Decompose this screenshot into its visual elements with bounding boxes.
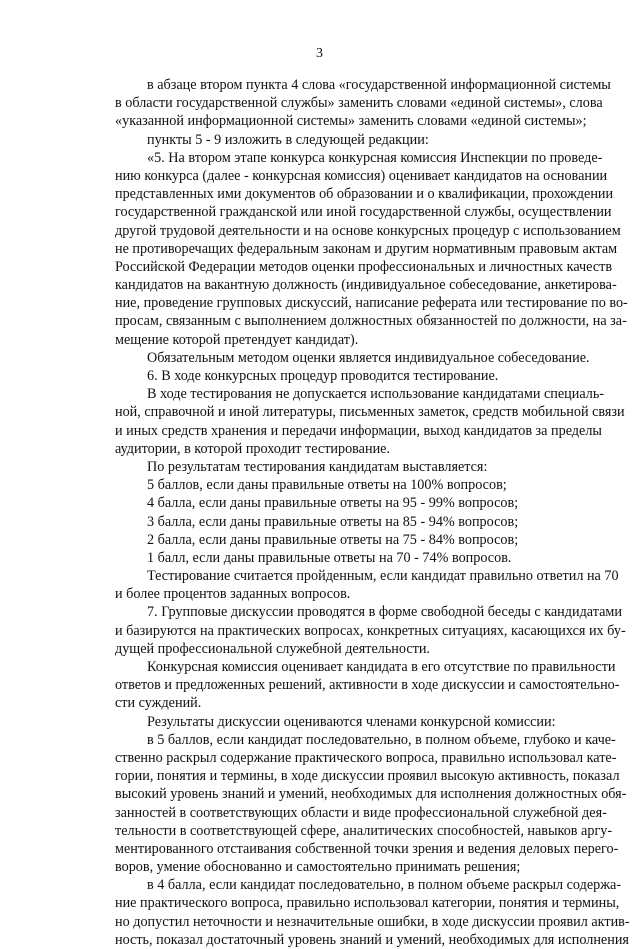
page-number: 3 — [316, 46, 323, 61]
text-line: 1 балл, если даны правильные ответы на 70 - 74% вопросов. — [147, 549, 512, 566]
text-line: гории, понятия и термины, в ходе дискуссии проявил высокую активность, показал — [115, 768, 620, 785]
text-line: Результаты дискуссии оцениваются членами конкурсной комиссии: — [147, 713, 556, 730]
text-line: 5 баллов, если даны правильные ответы на 100% вопросов; — [147, 477, 507, 494]
text-line: 7. Групповые дискуссии проводятся в форме свободной беседы с кандидатами — [147, 604, 622, 621]
document-body — [115, 76, 630, 949]
text-line: По результатам тестирования кандидатам выставляется: — [147, 458, 488, 475]
text-line: мещение которой претендует кандидат). — [115, 331, 359, 348]
text-line: не противоречащих федеральным законам и другим нормативным правовым актам — [115, 240, 618, 257]
text-line: занностей в соответствующих области и виде профессиональной служебной дея- — [115, 804, 607, 821]
text-line: и базируются на практических вопросах, конкретных ситуациях, касающихся их бу- — [115, 622, 626, 639]
text-line: Обязательным методом оценки является индивидуальное собеседование. — [147, 349, 590, 366]
text-line: нию конкурса (далее - конкурсная комиссия) оценивает кандидатов на основании — [115, 167, 608, 184]
text-line: В ходе тестирования не допускается использование кандидатами специаль- — [147, 386, 605, 403]
text-line: дущей профессиональной служебной деятельности. — [115, 640, 430, 657]
text-line: ние практического вопроса, правильно использовал категории, понятия и термины, — [115, 895, 620, 912]
text-line: государственной гражданской или иной государственной службы, осуществлении — [115, 204, 612, 221]
text-line: тельности в соответствующей сфере, аналитических способностей, навыков аргу- — [115, 822, 613, 839]
text-line: Российской Федерации методов оценки профессиональных и личностных качеств — [115, 258, 613, 275]
text-line: ментированного отстаивания собственной точки зрения и ведения деловых перего- — [115, 840, 619, 857]
text-line: 3 балла, если даны правильные ответы на 85 - 94% вопросов; — [147, 513, 519, 530]
text-line: «5. На втором этапе конкурса конкурсная комиссия Инспекции по проведе- — [147, 149, 603, 166]
text-line: аудитории, в которой проходит тестирование. — [115, 440, 391, 457]
text-line: ность, показал достаточный уровень знаний и умений, необходимых для исполнения — [115, 931, 629, 948]
text-line: ственно раскрыл содержание практического вопроса, правильно использовал кате- — [115, 749, 617, 766]
text-line: в 4 балла, если кандидат последовательно, в полном объеме раскрыл содержа- — [147, 877, 622, 894]
text-line: пункты 5 - 9 изложить в следующей редакции: — [147, 131, 429, 148]
text-line: и более процентов заданных вопросов. — [115, 586, 351, 603]
text-line: кандидатов на вакантную должность (индивидуальное собеседование, анкетирова- — [115, 277, 617, 294]
text-line: в 5 баллов, если кандидат последовательно, в полном объеме, глубоко и каче- — [147, 731, 616, 748]
text-line: 6. В ходе конкурсных процедур проводится тестирование. — [147, 368, 499, 384]
text-line: и иных средств хранения и передачи информации, выход кандидатов за пределы — [115, 422, 602, 439]
text-line: другой трудовой деятельности и на основе конкурсных процедур с использованием — [115, 222, 621, 239]
text-line: ние, проведение групповых дискуссий, написание реферата или тестирование по во- — [115, 295, 628, 312]
text-line: но допустил неточности и незначительные ошибки, в ходе дискуссии проявил актив- — [115, 913, 630, 930]
text-line: просам, связанным с выполнением должностных обязанностей по должности, на за- — [115, 313, 627, 330]
text-line: в области государственной службы» заменить словами «единой системы», слова — [115, 95, 603, 112]
text-line: сти суждений. — [115, 695, 202, 712]
text-line: Тестирование считается пройденным, если кандидат правильно ответил на 70 — [147, 568, 619, 585]
text-line: «указанной информационной системы» заменить словами «единой системы»; — [115, 113, 587, 130]
text-line: Конкурсная комиссия оценивает кандидата в его отсутствие по правильности — [147, 659, 616, 675]
text-line: представленных ими документов об образовании и о квалификации, прохождении — [115, 186, 614, 203]
text-line: ответов и предложенных решений, активности в ходе дискуссии и самостоятельно- — [115, 677, 620, 694]
text-line: высокий уровень знаний и умений, необходимых для исполнения должностных обя- — [115, 786, 627, 803]
text-line: ной, справочной и иной литературы, письменных заметок, средств мобильной связи — [115, 404, 625, 421]
text-line: воров, умение обоснованно и самостоятельно принимать решения; — [115, 859, 521, 876]
text-line: в абзаце втором пункта 4 слова «государственной информационной системы — [147, 77, 611, 93]
text-line: 4 балла, если даны правильные ответы на 95 - 99% вопросов; — [147, 495, 519, 512]
text-line: 2 балла, если даны правильные ответы на 75 - 84% вопросов; — [147, 531, 519, 548]
